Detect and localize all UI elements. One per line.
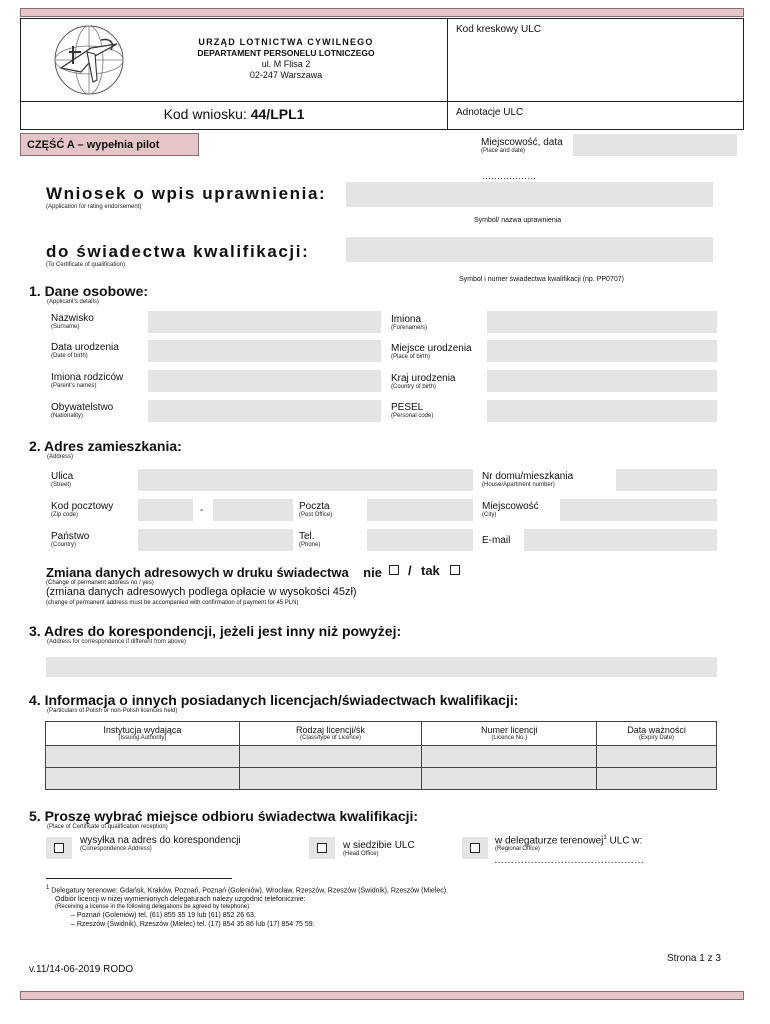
- section-4-sub: (Particulars of Polish or non-Polish licences held): [47, 708, 178, 714]
- footnote-line-1: Delegatury terenowe: Gdańsk, Kraków, Poznań, Poznań (Goleniów), Wrocław, Rzeszów, Rzeszów (Świdnik), Rzeszów (Mielec).: [51, 887, 448, 895]
- table-row: [46, 768, 717, 790]
- zip-dash: -: [200, 505, 204, 516]
- surname-label: Nazwisko (Surname): [51, 313, 94, 330]
- street-field[interactable]: [138, 469, 473, 491]
- address-change-slash: /: [408, 563, 412, 578]
- option-regional-office-label: w delegaturze terenowej$^1$ ULC w: (Regional Office): [495, 835, 643, 853]
- option-correspondence-label: wysyłka na adres do korespondencji (Correspondence Address): [80, 835, 241, 852]
- footnote-line-2: Odbiór licencji w niżej wymienionych delegaturach należy uzgodnić telefonicznie:: [55, 896, 306, 904]
- address-change-fee-sub: (change of permanent address must be accompanied with confirmation of payment for 45 PLN): [46, 600, 299, 606]
- section-5-sub: (Place of Certificate of qualification reception): [47, 824, 168, 830]
- page-number: Strona 1 z 3: [667, 953, 721, 964]
- certificate-field-caption: Symbol i numer świadectwa kwalifikacji (np. PP0707): [459, 276, 624, 283]
- form-code-value: 44/LPL1: [250, 106, 305, 122]
- address-change-title: Zmiana danych adresowych w druku świadectwa: [46, 565, 349, 580]
- option-head-office-label: w siedzibie ULC (Head Office): [343, 840, 415, 857]
- place-date-label: [481, 137, 563, 155]
- section-3-sub: (Address for correspondence if different from above): [47, 639, 186, 645]
- col-licence-number: Numer licencji (Licence No.): [422, 722, 597, 746]
- top-band: [20, 8, 744, 17]
- table-cell[interactable]: [422, 746, 597, 768]
- licences-table: [45, 721, 717, 790]
- part-a-tag: CZĘŚĆ A – wypełnia pilot: [20, 133, 199, 156]
- place-date-field[interactable]: [573, 134, 737, 156]
- title-certificate: [46, 242, 309, 269]
- country-field[interactable]: [138, 529, 293, 551]
- cob-field[interactable]: [487, 370, 717, 392]
- footnote-line-4: – Poznań (Goleniów) tel. (61) 855 35 19 lub (61) 852 26 63,: [71, 912, 256, 920]
- option-head-office[interactable]: [309, 837, 335, 859]
- col-expiry-date: Data ważności (Expiry Date): [597, 722, 717, 746]
- pesel-field[interactable]: [487, 400, 717, 422]
- zip-field-2[interactable]: [213, 499, 293, 521]
- col-licence-type: Rodzaj licencji/śk (Class/type of Licence): [239, 722, 422, 746]
- parents-field[interactable]: [148, 370, 381, 392]
- footnote-mark: 1: [46, 885, 50, 891]
- form-code-label: Kod wniosku:: [163, 106, 251, 122]
- surname-field[interactable]: [148, 311, 381, 333]
- table-cell[interactable]: [597, 746, 717, 768]
- street-label: Ulica (Street): [51, 471, 74, 488]
- section-4-title-text: 4. Informacja o innych posiadanych licencjach/świadectwach kwalifikacji:: [29, 692, 519, 708]
- section-2-sub: (Address): [47, 454, 74, 460]
- table-cell[interactable]: [46, 746, 240, 768]
- nationality-label: Obywatelstwo (Nationality): [51, 402, 114, 419]
- section-5-title-text: 5. Proszę wybrać miejsce odbioru świadectwa kwalifikacji:: [29, 808, 419, 824]
- barcode-label: Kod kreskowy ULC: [456, 24, 542, 35]
- city-label: Miejscowość (City): [482, 501, 539, 518]
- house-field[interactable]: [616, 469, 717, 491]
- department-name: DEPARTAMENT PERSONELU LOTNICZEGO: [197, 48, 375, 58]
- option-correspondence[interactable]: [46, 837, 72, 859]
- footnote-line-3: (Receiving a license in the following delegations be agreed by telephone):: [55, 904, 251, 911]
- address-change-sub: (Change of permanent address no / yes): [46, 580, 154, 586]
- address-change-yes-label: tak: [421, 563, 440, 578]
- option-regional-office-checkbox[interactable]: [470, 843, 480, 853]
- licences-header-row: [46, 722, 717, 746]
- city-field[interactable]: [560, 499, 717, 521]
- table-cell[interactable]: [46, 768, 240, 790]
- option-head-office-checkbox[interactable]: [317, 843, 327, 853]
- address-change-fee: (zmiana danych adresowych podlega opłacie w wysokości 45zł): [46, 586, 357, 598]
- pob-field[interactable]: [487, 340, 717, 362]
- zip-field-1[interactable]: [138, 499, 193, 521]
- section-4-title: [29, 692, 518, 715]
- dob-field[interactable]: [148, 340, 381, 362]
- form-code: [21, 106, 447, 122]
- section-5-title: [29, 808, 418, 831]
- table-row: [46, 746, 717, 768]
- place-date-dots: ………………: [482, 171, 536, 181]
- dob-label: Data urodzenia (Date of birth): [51, 342, 119, 359]
- rating-field[interactable]: [346, 182, 713, 207]
- section-1-title-text: 1. Dane osobowe:: [29, 283, 149, 299]
- place-date-text: Miejscowość, data: [481, 137, 563, 148]
- table-cell[interactable]: [597, 768, 717, 790]
- ulc-logo: [51, 22, 127, 98]
- option-regional-office[interactable]: [462, 837, 488, 859]
- section-1-sub: (Applicant's details): [47, 299, 99, 305]
- post-label: Poczta (Post Office): [299, 501, 333, 518]
- pesel-label: PESEL (Personal code): [391, 402, 434, 419]
- title-certificate-text: do świadectwa kwalifikacji:: [46, 242, 310, 261]
- address-line-2: 02-247 Warszawa: [249, 70, 323, 80]
- section-3-title-text: 3. Adres do korespondencji, jeżeli jest inny niż powyżej:: [29, 623, 402, 639]
- footnote-line-5: – Rzeszów (Świdnik), Rzeszów (Mielec) tel. (17) 854 35 86 lub (17) 854 75 59.: [71, 921, 315, 929]
- bottom-band: [20, 991, 744, 1000]
- table-cell[interactable]: [239, 746, 422, 768]
- option-correspondence-checkbox[interactable]: [54, 843, 64, 853]
- notes-label: Adnotacje ULC: [456, 107, 524, 118]
- section-2-title-text: 2. Adres zamieszkania:: [29, 438, 182, 454]
- country-label: Państwo (Country): [51, 531, 90, 548]
- email-field[interactable]: [524, 529, 717, 551]
- title-rating: [46, 184, 326, 211]
- footnote: [46, 884, 726, 929]
- house-label: Nr domu/mieszkania (House/Apartment number): [482, 471, 574, 488]
- header-box: [20, 18, 744, 130]
- correspondence-address-field[interactable]: [46, 657, 717, 677]
- title-certificate-sub: (To Certificate of qualification): [46, 262, 126, 268]
- table-cell[interactable]: [422, 768, 597, 790]
- forenames-field[interactable]: [487, 311, 717, 333]
- certificate-field[interactable]: [346, 237, 713, 262]
- col-issuing-authority: Instytucja wydająca (Issuing Authority): [46, 722, 240, 746]
- address-change-no-checkbox[interactable]: [389, 565, 399, 575]
- phone-label: Tel. (Phone): [299, 531, 321, 548]
- address-line-1: ul. M Flisa 2: [261, 59, 311, 69]
- section-1-title: [29, 283, 148, 306]
- section-3-title: [29, 623, 401, 646]
- place-date-sub: (Place and date): [481, 148, 526, 154]
- title-rating-text: Wniosek o wpis uprawnienia:: [46, 184, 327, 203]
- pob-label: Miejsce urodzenia (Place of birth): [391, 343, 472, 360]
- footnote-rule: [46, 878, 232, 879]
- address-change-no-label: nie: [363, 565, 382, 580]
- form-version: v.11/14-06-2019 RODO: [29, 964, 134, 975]
- org-name: URZĄD LOTNICTWA CYWILNEGO: [198, 37, 374, 47]
- forenames-label: Imiona (Forename/s): [391, 314, 428, 331]
- post-field[interactable]: [367, 499, 473, 521]
- address-change-yes-checkbox[interactable]: [450, 565, 460, 575]
- parents-label: Imiona rodziców (Parent's names): [51, 372, 124, 389]
- email-label: E-mail: [482, 535, 511, 546]
- table-cell[interactable]: [239, 768, 422, 790]
- cob-label: Kraj urodzenia (Country of birth): [391, 373, 456, 390]
- section-2-title: [29, 438, 182, 461]
- phone-field[interactable]: [367, 529, 473, 551]
- title-rating-sub: (Application for rating endorsement): [46, 204, 142, 210]
- nationality-field[interactable]: [148, 400, 381, 422]
- zip-label: Kod pocztowy (Zip code): [51, 501, 114, 518]
- rating-field-caption: Symbol/ nazwa uprawnienia: [474, 217, 562, 224]
- regional-office-dots: ………………………………………: [494, 855, 644, 866]
